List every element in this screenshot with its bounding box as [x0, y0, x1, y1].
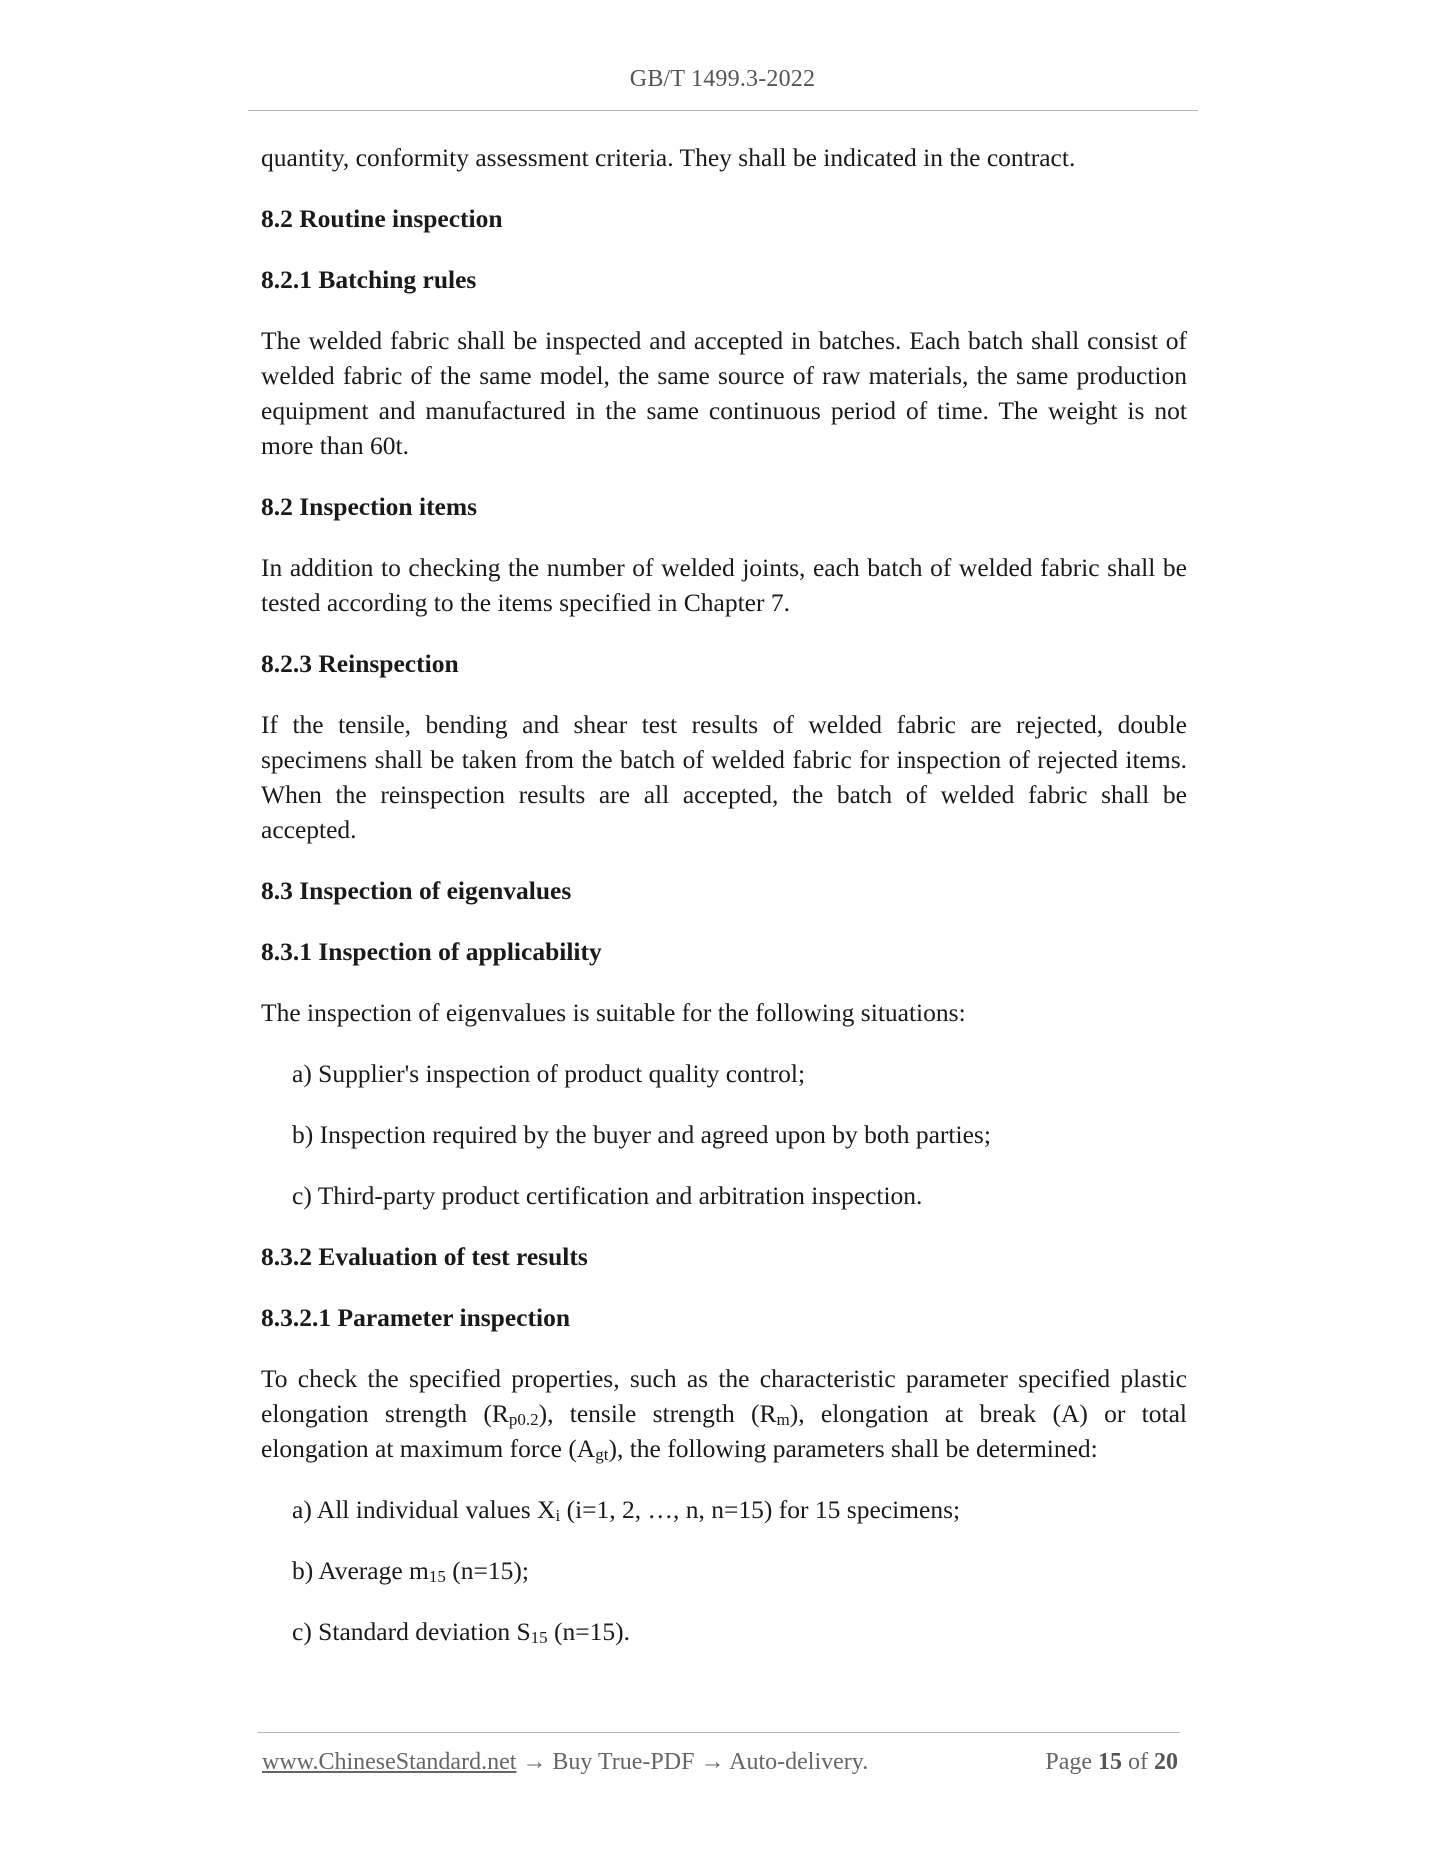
heading-8-3-1: 8.3.1 Inspection of applicability	[261, 937, 602, 966]
text-run: ), the following parameters shall be determined:	[608, 1434, 1098, 1463]
total-pages-number: 20	[1154, 1749, 1178, 1775]
heading-8-2: 8.2 Routine inspection	[261, 204, 503, 233]
buy-true-pdf-text: Buy True-PDF	[552, 1749, 695, 1775]
header-divider	[248, 110, 1198, 111]
list-item: b) Inspection required by the buyer and agreed upon by both parties;	[292, 1120, 991, 1149]
list-item	[261, 1614, 1187, 1649]
subscript: 15	[530, 1628, 548, 1647]
reinspection-paragraph: If the tensile, bending and shear test results of welded fabric are rejected, double specimens shall be taken from the batch of welded fabric for inspection of rejected items. When the reinspection results are all accepted, the batch of welded fabric shall be accepted.	[261, 710, 1187, 844]
auto-delivery-text: Auto-delivery.	[729, 1749, 869, 1775]
heading-8-2-1: 8.2.1 Batching rules	[261, 265, 477, 294]
subscript: p0.2	[508, 1410, 539, 1429]
page-label: Page	[1045, 1749, 1092, 1775]
arrow-right-icon: →	[700, 1749, 725, 1775]
heading-8-3-2-1: 8.3.2.1 Parameter inspection	[261, 1303, 571, 1332]
heading-8-2-3: 8.2.3 Reinspection	[261, 649, 459, 678]
site-link[interactable]: www.ChineseStandard.net	[262, 1749, 517, 1775]
heading-8-3: 8.3 Inspection of eigenvalues	[261, 876, 572, 905]
list-item: c) Third-party product certification and arbitration inspection.	[292, 1181, 923, 1210]
list-item: a) Supplier's inspection of product quality control;	[292, 1059, 806, 1088]
list-item	[261, 1553, 1187, 1588]
footer-divider	[258, 1732, 1180, 1733]
heading-8-3-2: 8.3.2 Evaluation of test results	[261, 1242, 588, 1271]
current-page-number: 15	[1098, 1749, 1122, 1775]
text-run: To check the specified properties, such as the characteristic parameter specified plastic elongation strength (R	[261, 1364, 1187, 1428]
footer-links	[262, 1749, 868, 1776]
subscript: 15	[428, 1567, 446, 1586]
text-run: b) Average m	[292, 1556, 429, 1585]
text-run: a) All individual values X	[292, 1495, 556, 1524]
document-body	[261, 140, 1187, 1675]
text-run: (n=15).	[547, 1617, 631, 1646]
of-label: of	[1128, 1749, 1148, 1775]
text-run: c) Standard deviation S	[292, 1617, 531, 1646]
inspection-items-paragraph: In addition to checking the number of welded joints, each batch of welded fabric shall be tested according to the items specified in Chapter 7.	[261, 553, 1187, 617]
applicability-paragraph: The inspection of eigenvalues is suitable for the following situations:	[261, 998, 966, 1027]
text-run: (n=15);	[445, 1556, 529, 1585]
arrow-right-icon: →	[522, 1749, 547, 1775]
parameter-paragraph	[261, 1361, 1187, 1466]
batching-paragraph: The welded fabric shall be inspected and accepted in batches. Each batch shall consist of welded fabric of the same model, the same source of raw materials, the same production equipment and manufactured in the same continuous period of time. The weight is not more than 60t.	[261, 326, 1187, 460]
page-counter	[1045, 1749, 1178, 1776]
text-run: ), tensile strength (R	[538, 1399, 777, 1428]
heading-inspection-items: 8.2 Inspection items	[261, 492, 478, 521]
text-run: ), elongation at break (A) or total elongation at maximum force (A	[261, 1399, 1187, 1463]
document-header-title: GB/T 1499.3-2022	[629, 66, 816, 92]
text-run: (i=1, 2, …, n, n=15) for 15 specimens;	[560, 1495, 961, 1524]
list-item	[261, 1492, 1187, 1527]
subscript: i	[555, 1506, 561, 1525]
intro-paragraph: quantity, conformity assessment criteria. They shall be indicated in the contract.	[261, 143, 1076, 172]
subscript: gt	[595, 1445, 609, 1464]
subscript: m	[776, 1410, 790, 1429]
